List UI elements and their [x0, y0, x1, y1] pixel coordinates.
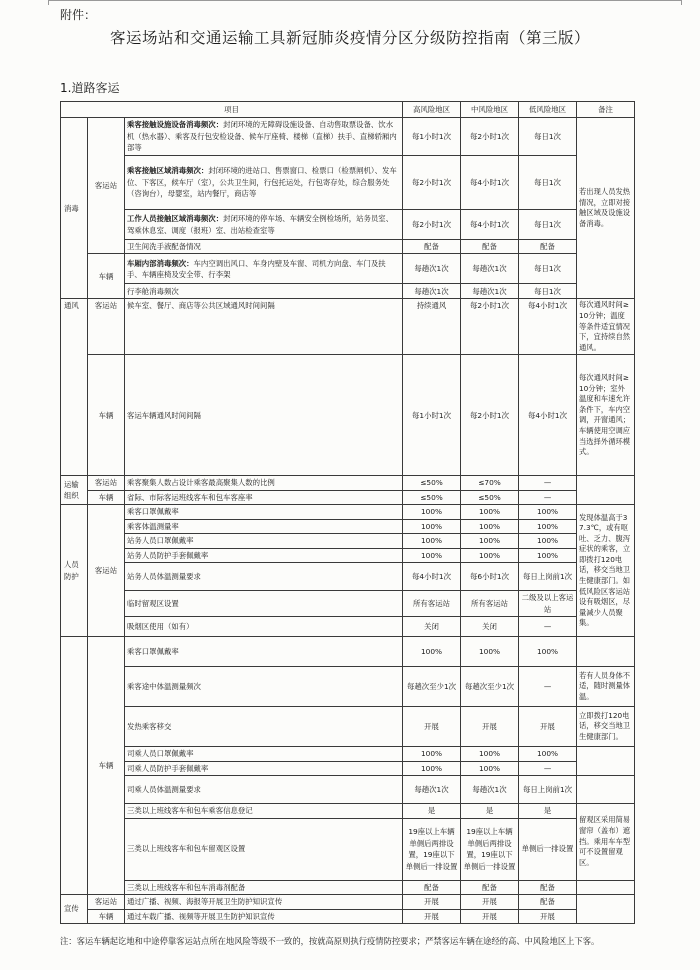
value-high: 每趟次1次	[403, 254, 461, 284]
item-bold: 乘客接触区域消毒频次：	[127, 166, 209, 176]
value-mid: ≤70%	[461, 476, 519, 490]
item-text: 乘客口罩佩戴率	[125, 505, 403, 519]
value-low: —	[519, 667, 577, 707]
item-text: 乘客口罩佩戴率	[125, 637, 403, 667]
header-low: 低风险地区	[519, 102, 577, 118]
table-row	[61, 707, 635, 747]
value-low: —	[519, 490, 577, 504]
header-item: 项目	[61, 102, 403, 118]
sub-station: 客运站	[88, 505, 125, 637]
item-text: 站务人员体温测量要求	[125, 563, 403, 591]
section-heading: 1.道路客运	[60, 81, 120, 95]
table-row	[61, 895, 635, 909]
item-cell	[125, 118, 403, 156]
sub-vehicle: 车辆	[88, 355, 125, 476]
value-mid: 每2小时1次	[461, 299, 519, 355]
guideline-table	[60, 101, 635, 924]
category-disinfect: 消毒	[61, 118, 88, 299]
value-mid: 每趟次至少1次	[461, 667, 519, 707]
item-text: 客运车辆通风时间间隔	[125, 355, 403, 476]
value-low: —	[519, 476, 577, 490]
value-low: 每4小时1次	[519, 355, 577, 476]
value-low: 每日1次	[519, 210, 577, 240]
page-frame-line	[48, 0, 682, 5]
value-mid: 开展	[461, 707, 519, 747]
item-text: 省际、市际客运班线客车和包车客座率	[125, 490, 403, 504]
item-text: 三类以上班线客车和包车留观区设置	[125, 818, 403, 880]
item-bold: 车厢内部消毒频次：	[127, 258, 194, 268]
sub-station: 客运站	[88, 895, 125, 909]
note-empty	[577, 637, 635, 667]
sub-station: 客运站	[88, 299, 125, 355]
value-high: 100%	[403, 747, 461, 761]
note-fever-transfer: 立即拨打120电话，移交当地卫生健康部门。	[577, 707, 635, 747]
value-high: 关闭	[403, 617, 461, 637]
value-mid: 每4小时1次	[461, 210, 519, 240]
value-high: 每4小时1次	[403, 563, 461, 591]
note-empty	[577, 747, 635, 776]
value-mid: 每2小时1次	[461, 118, 519, 156]
category-blank	[61, 637, 88, 895]
item-text: 乘客聚集人数占设计乘客最高聚集人数的比例	[125, 476, 403, 490]
table-row	[61, 563, 635, 591]
sub-station: 客运站	[88, 118, 125, 254]
item-text: 司乘人员防护手套佩戴率	[125, 761, 403, 775]
category-ventilation: 通风	[61, 299, 88, 476]
table-row	[61, 637, 635, 667]
item-bold: 乘客接触设施设备消毒频次：	[127, 120, 224, 130]
item-text: 三类以上班线客车和包车消毒剂配备	[125, 880, 403, 894]
note-empty	[577, 476, 635, 505]
value-low: 100%	[519, 505, 577, 519]
value-high: 每趟次1次	[403, 284, 461, 299]
table-row	[61, 617, 635, 637]
value-high: 每趟次至少1次	[403, 667, 461, 707]
value-mid: 每2小时1次	[461, 355, 519, 476]
value-low: 开展	[519, 707, 577, 747]
sub-vehicle: 车辆	[88, 490, 125, 504]
table-row	[61, 490, 635, 504]
value-low: —	[519, 617, 577, 637]
table-row	[61, 761, 635, 775]
item-text: 站务人员口罩佩戴率	[125, 534, 403, 548]
value-high: ≤50%	[403, 490, 461, 504]
table-row	[61, 254, 635, 284]
value-high: 开展	[403, 707, 461, 747]
value-mid: 配备	[461, 880, 519, 894]
footnote: 注：客运车辆起讫地和中途停靠客运站点所在地风险等级不一致的，按就高原则执行疫情防控要求；严禁客运车辆在途经的高、中风险地区上下客。	[60, 936, 600, 946]
item-text: 封闭环境的停车场、车辆安全例检场所，站务员室、驾乘休息室、调度（报班）室、出站检查室等	[127, 214, 394, 235]
value-mid: 开展	[461, 909, 519, 923]
item-text: 候车室、餐厅、商店等公共区域通风时间间隔	[125, 299, 403, 355]
value-high: 开展	[403, 895, 461, 909]
table-row	[61, 210, 635, 240]
table-row	[61, 240, 635, 254]
item-text: 乘客体温测量率	[125, 519, 403, 533]
category-publicity: 宣传	[61, 895, 88, 924]
value-mid: ≤50%	[461, 490, 519, 504]
value-mid: 100%	[461, 637, 519, 667]
item-text: 卫生间洗手液配备情况	[125, 240, 403, 254]
item-text: 临时留观区设置	[125, 591, 403, 617]
value-low: —	[519, 761, 577, 775]
table-row	[61, 548, 635, 562]
value-low: 配备	[519, 240, 577, 254]
value-high: 每2小时1次	[403, 210, 461, 240]
value-low: 配备	[519, 880, 577, 894]
value-low: 100%	[519, 637, 577, 667]
item-cell	[125, 210, 403, 240]
value-high: ≤50%	[403, 476, 461, 490]
note-ventilation-vehicle: 每次通风时间≥10分钟；室外温度和车速允许条件下，车内空调，开窗通风；车辆使用空调应当选择外循环模式。	[577, 355, 635, 476]
table-row	[61, 534, 635, 548]
value-mid: 每6小时1次	[461, 563, 519, 591]
value-low: 100%	[519, 534, 577, 548]
item-text: 司乘人员口罩佩戴率	[125, 747, 403, 761]
value-high: 100%	[403, 548, 461, 562]
table-row	[61, 591, 635, 617]
value-low: 每日上岗前1次	[519, 563, 577, 591]
item-cell	[125, 254, 403, 284]
sub-vehicle: 车辆	[88, 909, 125, 923]
value-high: 每趟次1次	[403, 776, 461, 804]
value-mid: 19座以上车辆单侧后两排设置，19座以下单侧后一排设置	[461, 818, 519, 880]
value-high: 持续通风	[403, 299, 461, 355]
value-high: 配备	[403, 240, 461, 254]
table-row	[61, 880, 635, 894]
value-high: 所有客运站	[403, 591, 461, 617]
note-empty	[577, 880, 635, 894]
value-low: 每日1次	[519, 118, 577, 156]
table-row	[61, 355, 635, 476]
value-mid: 关闭	[461, 617, 519, 637]
table-row	[61, 476, 635, 490]
note-empty	[577, 776, 635, 804]
value-high: 配备	[403, 880, 461, 894]
value-low: 每日1次	[519, 284, 577, 299]
header-high: 高风险地区	[403, 102, 461, 118]
note-disinfect: 若出现人员发热情况，立即对接触区域及设施设备消毒。	[577, 118, 635, 299]
header-mid: 中风险地区	[461, 102, 519, 118]
item-text: 发热乘客移交	[125, 707, 403, 747]
value-mid: 100%	[461, 747, 519, 761]
item-text: 行李舱消毒频次	[125, 284, 403, 299]
value-mid: 每4小时1次	[461, 156, 519, 210]
value-low: 100%	[519, 747, 577, 761]
sub-station: 客运站	[88, 476, 125, 490]
table-row	[61, 818, 635, 880]
value-low: 100%	[519, 519, 577, 533]
table-row	[61, 156, 635, 210]
value-high: 每1小时1次	[403, 355, 461, 476]
note-ventilation-station: 每次通风时间≥10分钟；温度等条件适宜情况下，宜持续自然通风。	[577, 299, 635, 355]
table-row	[61, 909, 635, 923]
table-row	[61, 519, 635, 533]
note-empty	[577, 895, 635, 924]
value-low: 100%	[519, 548, 577, 562]
value-high: 开展	[403, 909, 461, 923]
table-row	[61, 284, 635, 299]
item-text: 车内空调出风口、车身内壁及车窗、司机方向盘、车门及扶手、车辆座椅及安全带、行李架	[127, 258, 386, 279]
value-mid: 100%	[461, 534, 519, 548]
item-text: 三类以上班线客车和包车乘客信息登记	[125, 804, 403, 818]
value-mid: 每趟次1次	[461, 776, 519, 804]
table-row	[61, 299, 635, 355]
value-low: 每日1次	[519, 254, 577, 284]
item-cell	[125, 156, 403, 210]
value-low: 单侧后一排设置	[519, 818, 577, 880]
item-text: 通过广播、视频、海报等开展卫生防护知识宣传	[125, 895, 403, 909]
value-mid: 配备	[461, 240, 519, 254]
table-row	[61, 118, 635, 156]
value-high: 100%	[403, 534, 461, 548]
header-note: 备注	[577, 102, 635, 118]
sub-vehicle: 车辆	[88, 254, 125, 299]
sub-vehicle: 车辆	[88, 637, 125, 895]
value-mid: 每趟次1次	[461, 254, 519, 284]
category-personnel: 人员防护	[61, 505, 88, 637]
value-high: 每2小时1次	[403, 156, 461, 210]
value-low: 每日1次	[519, 156, 577, 210]
value-mid: 是	[461, 804, 519, 818]
value-high: 100%	[403, 505, 461, 519]
item-text: 乘客途中体温测量频次	[125, 667, 403, 707]
value-low: 是	[519, 804, 577, 818]
value-high: 每1小时1次	[403, 118, 461, 156]
value-mid: 开展	[461, 895, 519, 909]
table-row	[61, 667, 635, 707]
table-row	[61, 804, 635, 818]
table-row	[61, 505, 635, 519]
value-high: 是	[403, 804, 461, 818]
item-text: 站务人员防护手套佩戴率	[125, 548, 403, 562]
value-low: 二级及以上客运站	[519, 591, 577, 617]
value-high: 100%	[403, 761, 461, 775]
item-text: 司乘人员体温测量要求	[125, 776, 403, 804]
item-text: 吸烟区使用（如有）	[125, 617, 403, 637]
category-organization: 运输组织	[61, 476, 88, 505]
value-low: 每4小时1次	[519, 299, 577, 355]
item-bold: 工作人员接触区域消毒频次：	[127, 214, 224, 224]
value-mid: 100%	[461, 761, 519, 775]
item-text: 通过车载广播、视频等开展卫生防护知识宣传	[125, 909, 403, 923]
value-high: 100%	[403, 637, 461, 667]
value-low: 配备	[519, 895, 577, 909]
item-text: 封闭环境的进站口、售票窗口、检票口（检票闸机）、发车位、下客区，候车厅（室），公共卫生间，行包托运处，行包寄存处，综合服务处（咨询台），母婴室，站内餐厅，商店等	[127, 166, 397, 199]
value-mid: 所有客运站	[461, 591, 519, 617]
table-row	[61, 747, 635, 761]
document-title: 客运场站和交通运输工具新冠肺炎疫情分区分级防控指南（第三版）	[109, 29, 590, 47]
note-personnel-station: 发现体温高于37.3℃，或有呕吐、乏力、腹泻症状的乘客，立即拨打120电话，移交当地卫生健康部门。如低风险区客运站设有吸烟区，尽量减少人员聚集。	[577, 505, 635, 637]
value-low: 开展	[519, 909, 577, 923]
table-header-row	[61, 102, 635, 118]
value-mid: 100%	[461, 519, 519, 533]
value-low: 每日上岗前1次	[519, 776, 577, 804]
item-text: 封闭环境的无障碍设施设备、自动售取票设备、饮水机（热水器）、乘客及行包安检设备、候车厅座椅、楼梯（直梯）扶手、直梯轿厢内部等	[127, 120, 397, 153]
note-observation: 留观区采用简易窗帘（盖布）遮挡。乘用车车型可不设置留观区。	[577, 804, 635, 880]
value-mid: 每趟次1次	[461, 284, 519, 299]
note-temperature: 若有人员身体不适，随时测量体温。	[577, 667, 635, 707]
value-mid: 100%	[461, 548, 519, 562]
annex-label: 附件：	[60, 8, 97, 22]
value-high: 100%	[403, 519, 461, 533]
value-high: 19座以上车辆单侧后两排设置，19座以下单侧后一排设置	[403, 818, 461, 880]
table-row	[61, 776, 635, 804]
value-mid: 100%	[461, 505, 519, 519]
